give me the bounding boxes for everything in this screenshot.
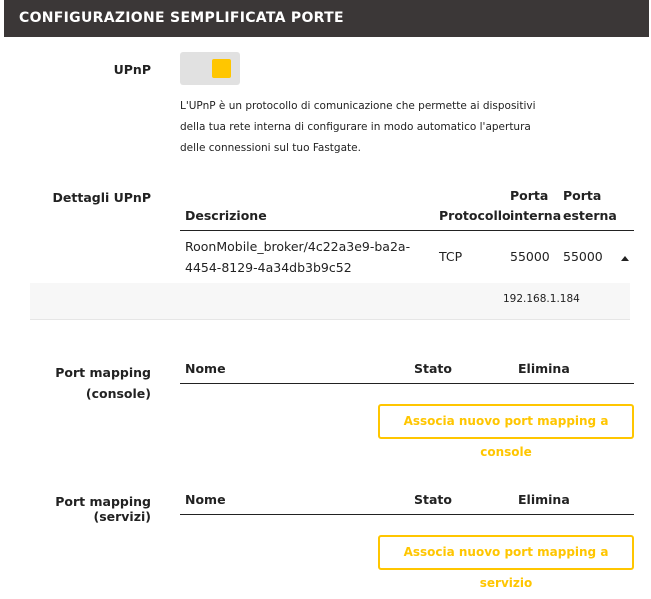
add-console-mapping-button[interactable]: Associa nuovo port mapping a console <box>378 404 634 439</box>
upnp-description: L'UPnP è un protocollo di comunicazione che permette ai dispositivi della tua rete interna di configurare in modo automatico l'apertura delle connessioni sul tuo Fastgate. <box>180 100 536 154</box>
services-header-divider <box>180 514 634 515</box>
section-title: CONFIGURAZIONE SEMPLIFICATA PORTE <box>19 10 344 26</box>
row-description-line2: 4454-8129-4a34db3b9c52 <box>185 260 352 275</box>
console-col-delete: Elimina <box>518 361 570 376</box>
upnp-label: UPnP <box>113 62 151 77</box>
upnp-toggle[interactable] <box>180 52 240 85</box>
console-mapping-label <box>40 362 151 404</box>
console-mapping-label-line2: (console) <box>85 386 151 401</box>
row-description-line1: RoonMobile_broker/4c22a3e9-ba2a- <box>185 239 411 254</box>
section-header <box>4 0 649 37</box>
col-internal-port-header-line1: Porta <box>510 188 549 203</box>
upnp-details-label: Dettagli UPnP <box>52 190 151 205</box>
row-internal-port: 55000 <box>510 249 550 264</box>
console-col-status: Stato <box>414 361 452 376</box>
col-description-header: Descrizione <box>185 208 267 223</box>
row-external-port: 55000 <box>563 249 603 264</box>
col-external-port-header-line1: Porta <box>563 188 602 203</box>
console-col-name: Nome <box>185 361 226 376</box>
row-ip-address: 192.168.1.184 <box>503 293 580 305</box>
services-col-name: Nome <box>185 492 226 507</box>
details-header-divider <box>180 230 634 231</box>
row-protocol: TCP <box>439 249 463 264</box>
services-mapping-label: Port mapping (servizi) <box>55 494 151 524</box>
console-mapping-label-line1: Port mapping <box>55 365 151 380</box>
col-external-port-header-line2: esterna <box>563 208 617 223</box>
upnp-toggle-knob <box>212 59 231 78</box>
services-col-delete: Elimina <box>518 492 570 507</box>
add-service-mapping-button[interactable]: Associa nuovo port mapping a servizio <box>378 535 634 570</box>
col-internal-port-header-line2: interna <box>510 208 562 223</box>
console-header-divider <box>180 383 634 384</box>
services-col-status: Stato <box>414 492 452 507</box>
collapse-caret-icon[interactable] <box>621 256 629 261</box>
col-protocol-header: Protocollo <box>439 208 511 223</box>
